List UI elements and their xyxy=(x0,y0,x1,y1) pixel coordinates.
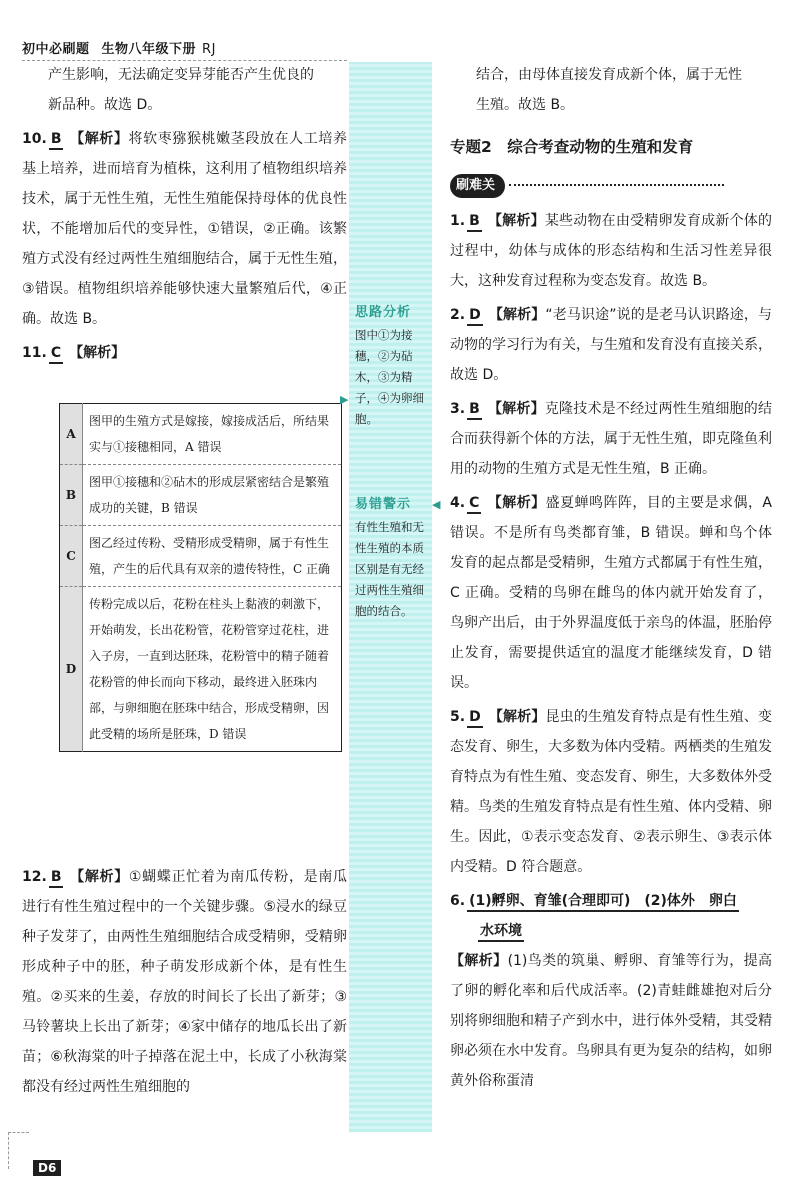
q2-answer: D xyxy=(467,306,483,326)
question-6-answer-line-2 xyxy=(450,916,772,946)
q5-number: 5. xyxy=(450,709,466,725)
q3-answer: B xyxy=(467,400,482,420)
difficulty-badge-row xyxy=(450,170,772,200)
table-row xyxy=(60,526,342,587)
q6-text: (1)鸟类的筑巢、孵卵、育雏等行为，提高了卵的孵化率和后代成活率。(2)青蛙雌雄抱对后分别将卵细胞和精子产到水中，进行体外受精，其受精卵必须在水中发育。鸟卵具有更为复杂的结构，如卵黄外俗称蛋清 xyxy=(450,953,772,1089)
question-4 xyxy=(450,488,772,698)
error-warning-note xyxy=(355,494,435,622)
question-11 xyxy=(22,338,347,368)
q3-tag: 【解析】 xyxy=(487,401,545,417)
note-text: 图中①为接穗，②为砧木，③为精子，④为卵细胞。 xyxy=(355,328,424,426)
q10-text: 将软枣猕猴桃嫩茎段放在人工培养基上培养，进而培育为植株，这利用了植物组织培养技术，属于无性生殖，无性生殖能保持母体的优良性状，不能增加后代的变异性，①错误，②正确。该繁殖方式没有经过两性生殖细胞结合，属于无性生殖，③错误。植物组织培养能够快速大量繁殖后代，④正确。故选 B。 xyxy=(22,131,347,327)
question-6 xyxy=(450,886,772,916)
q4-text: 盛夏蝉鸣阵阵，目的主要是求偶，A 错误。不是所有鸟类都育雏，B 错误。蝉和鸟个体发育的起点都是受精卵，生殖方式都属于有性生殖，C 正确。受精的鸟卵在雌鸟的体内就开始发育了，鸟卵产出后，由于外界温度低于亲鸟的体温，胚胎停止发育，需要提供适宜的温度才能继续发育，D 错误。 xyxy=(450,495,773,691)
q2-text: “老马识途”说的是老马认识路途，与动物的学习行为有关，与生殖和发育没有直接关系，故选 D。 xyxy=(450,307,772,383)
note-text: 有性生殖和无性生殖的本质区别是有无经过两性生殖细胞的结合。 xyxy=(355,520,424,618)
question-12 xyxy=(22,862,347,1102)
q5-tag: 【解析】 xyxy=(488,709,546,725)
q1-text: 某些动物在由受精卵发育成新个体的过程中，幼体与成体的形态结构和生活习性差异很大，这种发育过程称为变态发育。故选 B。 xyxy=(450,213,773,289)
pointer-icon: ▶ xyxy=(340,393,349,406)
q1-answer: B xyxy=(467,212,482,232)
table-row xyxy=(60,587,342,752)
note-title: 思路分析 xyxy=(355,305,412,320)
header-subject: 生物八年级下册 xyxy=(101,42,197,57)
pointer-icon: ◀ xyxy=(432,498,441,511)
q1-tag: 【解析】 xyxy=(487,213,545,229)
q6-answer: (1)孵卵、育雏(合理即可) (2)体外 卵白 xyxy=(467,892,739,912)
q6-number: 6. xyxy=(450,893,466,909)
question-2 xyxy=(450,300,772,390)
option-text: 传粉完成以后，花粉在柱头上黏液的刺激下，开始萌发，长出花粉管，花粉管穿过花柱，进入子房，一直到达胚珠，花粉管中的精子随着花粉管的伸长而向下移动，最终进入胚珠内部，与卵细胞在胚珠中结合，形成受精卵，因此受精的场所是胚珠，D 错误 xyxy=(89,597,330,741)
header-series: 初中必刷题 xyxy=(22,42,90,57)
left-column-lower xyxy=(22,862,347,1102)
option-text: 图甲①接穗和②砧木的形成层紧密结合是繁殖成功的关键，B 错误 xyxy=(83,465,342,526)
option-label: C xyxy=(60,526,83,587)
q12-number: 12. xyxy=(22,869,47,885)
intro-line-1: 产生影响，无法确定变异芽能否产生优良的 xyxy=(48,67,314,83)
note-title: 易错警示 xyxy=(355,497,412,512)
option-label: D xyxy=(60,587,83,752)
question-1 xyxy=(450,206,772,296)
left-column xyxy=(22,60,347,368)
running-header xyxy=(22,38,216,57)
intro-line-2: 新品种。故选 D。 xyxy=(48,97,162,113)
q2-tag: 【解析】 xyxy=(488,307,546,323)
option-analysis-table xyxy=(59,403,342,752)
q10-tag: 【解析】 xyxy=(69,131,129,147)
question-10 xyxy=(22,124,347,334)
header-edition: RJ xyxy=(202,42,216,57)
thinking-analysis-note xyxy=(355,302,435,430)
q10-number: 10. xyxy=(22,131,47,147)
option-label: B xyxy=(60,465,83,526)
right-column xyxy=(450,60,772,1096)
q12-text: ①蝴蝶正忙着为南瓜传粉，是南瓜进行有性生殖过程中的一个关键步骤。⑤浸水的绿豆种子发芽了，由两性生殖细胞结合成受精卵，受精卵形成种子中的胚，种子萌发形成新个体，是有性生殖。②买来的生姜，存放的时间长了长出了新芽；③马铃薯块上长出了新芽；④家中储存的地瓜长出了新苗；⑥秋海棠的叶子掉落在泥土中，长成了小秋海棠都没有经过两性生殖细胞的 xyxy=(22,869,348,1095)
q4-number: 4. xyxy=(450,495,466,511)
option-label: A xyxy=(60,404,83,465)
table-row xyxy=(60,465,342,526)
q6-answer-2: 水环境 xyxy=(478,922,524,942)
q5-answer: D xyxy=(467,708,483,728)
q10-answer: B xyxy=(49,130,64,150)
page-number: D6 xyxy=(33,1160,61,1176)
question-5 xyxy=(450,702,772,882)
q4-answer: C xyxy=(467,494,481,514)
q4-tag: 【解析】 xyxy=(487,495,546,511)
q5-text: 昆虫的生殖发育特点是有性生殖、变态发育、卵生，大多数为体内受精。两栖类的生殖发育特点为有性生殖、变态发育、卵生，大多数体外受精。鸟类的生殖发育特点是有性生殖、体内受精、卵生。因此，①表示变态发育、②表示卵生、③表示体内受精。D 符合题意。 xyxy=(450,709,772,875)
difficulty-badge: 刷难关 xyxy=(450,174,505,198)
question-6-analysis xyxy=(450,946,772,1096)
q11-answer: C xyxy=(49,344,63,364)
table-row xyxy=(60,404,342,465)
q3-text: 克隆技术是不经过两性生殖细胞的结合而获得新个体的方法，属于无性生殖，即克隆鱼利用的动物的生殖方式是无性生殖，B 正确。 xyxy=(450,401,773,477)
q11-tag: 【解析】 xyxy=(69,345,126,361)
q6-tag: 【解析】 xyxy=(450,953,508,969)
topic-heading: 专题2 综合考查动物的生殖和发育 xyxy=(450,138,694,156)
q3-number: 3. xyxy=(450,401,466,417)
q11-number: 11. xyxy=(22,345,47,361)
q12-answer: B xyxy=(49,868,64,888)
footer-corner-mark xyxy=(8,1132,29,1169)
q12-tag: 【解析】 xyxy=(69,869,129,885)
option-text: 图甲的生殖方式是嫁接，嫁接成活后，所结果实与①接穗相同，A 错误 xyxy=(83,404,342,465)
q1-number: 1. xyxy=(450,213,466,229)
option-text: 图乙经过传粉、受精形成受精卵，属于有性生殖，产生的后代具有双亲的遗传特性，C 正确 xyxy=(83,526,342,587)
badge-divider xyxy=(509,184,724,186)
continuation-line-1: 结合，由母体直接发育成新个体，属于无性 xyxy=(476,67,742,83)
continuation-line-2: 生殖。故选 B。 xyxy=(476,97,575,113)
question-3 xyxy=(450,394,772,484)
q2-number: 2. xyxy=(450,307,466,323)
